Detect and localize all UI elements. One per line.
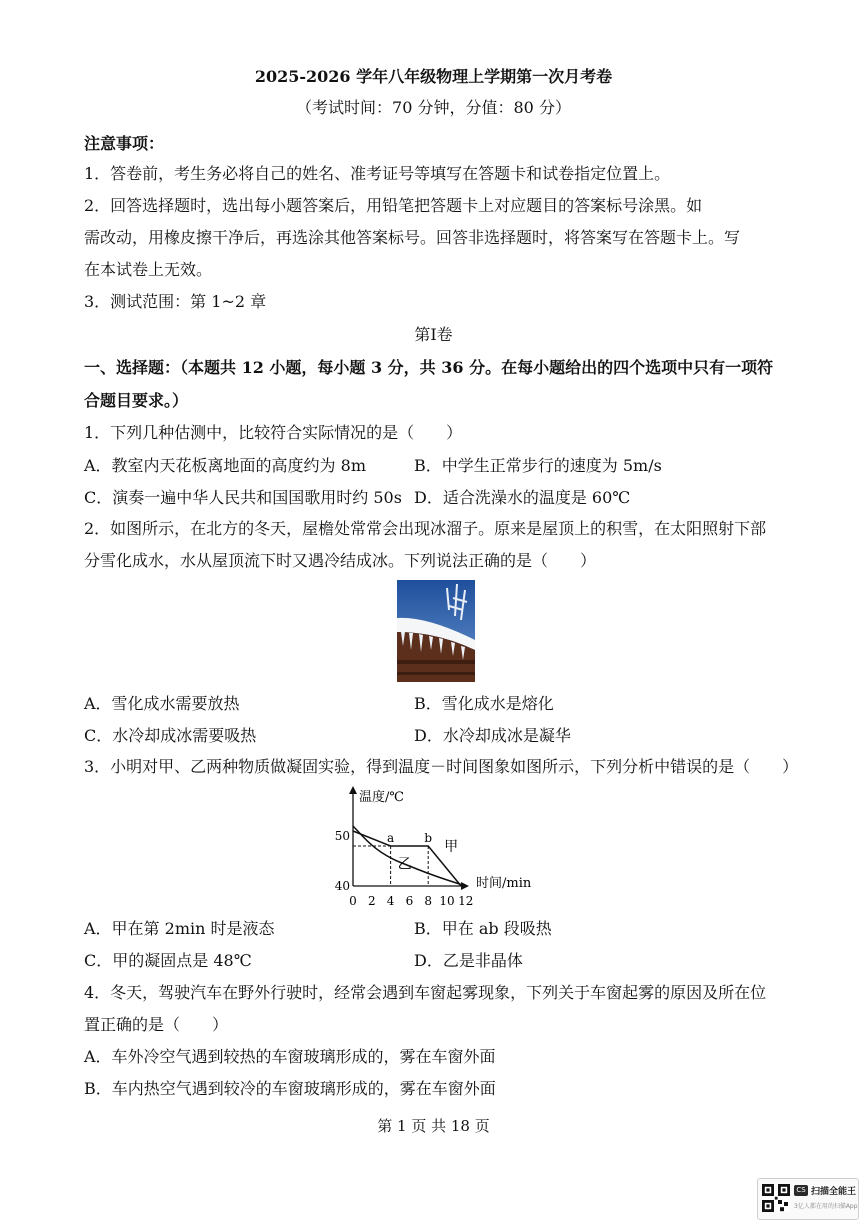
q2-option-a: A．雪化成水需要放热 xyxy=(84,694,240,713)
series-label-jia: 甲 xyxy=(444,839,459,855)
q3-stem: 3．小明对甲、乙两种物质做凝固实验，得到温度－时间图象如图所示，下列分析中错误的是（ ） xyxy=(84,757,799,776)
x-tick-label-0: 0 xyxy=(349,894,357,908)
section-1-heading-line-2: 合题目要求。） xyxy=(84,391,189,410)
q1-option-c: C．演奏一遍中华人民共和国国歌用时约 50s xyxy=(84,488,402,507)
notice-heading: 注意事项： xyxy=(84,134,165,153)
q1-option-a: A．教室内天花板离地面的高度约为 8m xyxy=(84,456,366,475)
q4-stem-line-2: 置正确的是（ ） xyxy=(84,1015,229,1034)
exam-title: 2025-2026 学年八年级物理上学期第一次月考卷 xyxy=(254,67,613,86)
q4-option-b: B．车内热空气遇到较冷的车窗玻璃形成的，雾在车窗外面 xyxy=(84,1079,496,1098)
exam-subtitle: （考试时间：70 分钟，分值：80 分） xyxy=(296,98,571,117)
q4-option-a: A．车外冷空气遇到较热的车窗玻璃形成的，雾在车窗外面 xyxy=(84,1047,496,1066)
notice-item-2-line-1: 2．回答选择题时，选出每小题答案后，用铅笔把答题卡上对应题目的答案标号涂黑。如 xyxy=(84,196,703,215)
q2-option-c: C．水冷却成冰需要吸热 xyxy=(84,726,257,745)
series-label-yi: 乙 xyxy=(397,856,412,873)
x-tick-label-4: 8 xyxy=(424,894,433,908)
volume-label: 第Ⅰ卷 xyxy=(414,325,453,344)
q1-option-d: D．适合洗澡水的温度是 60℃ xyxy=(414,488,631,507)
y-tick-label-1: 40 xyxy=(334,879,350,893)
q2-stem-line-2: 分雪化成水，水从屋顶流下时又遇冷结成冰。下列说法正确的是（ ） xyxy=(84,551,597,570)
temperature-time-chart xyxy=(325,786,540,914)
q2-stem-line-1: 2．如图所示，在北方的冬天，屋檐处常常会出现冰溜子。原来是屋顶上的积雪，在太阳照射下部 xyxy=(84,519,767,538)
q2-option-d: D．水冷却成冰是凝华 xyxy=(414,726,571,745)
point-label-a: a xyxy=(387,831,395,845)
x-axis-label: 时间/min xyxy=(476,876,532,891)
scanner-tagline: 3亿人都在用的扫描App xyxy=(794,1203,858,1210)
section-1-heading-line-1: 一、选择题：（本题共 12 小题，每小题 3 分，共 36 分。在每小题给出的四个选项中只有一项符 xyxy=(84,358,774,377)
scanner-badge xyxy=(757,1178,859,1220)
point-label-b: b xyxy=(424,831,433,845)
notice-item-2-line-3: 在本试卷上无效。 xyxy=(84,260,213,279)
q3-option-c: C．甲的凝固点是 48℃ xyxy=(84,951,252,970)
q3-option-b: B．甲在 ab 段吸热 xyxy=(414,919,552,938)
x-tick-label-5: 10 xyxy=(439,894,455,908)
icicle-photo xyxy=(397,580,475,682)
y-axis-label: 温度/℃ xyxy=(359,790,404,805)
qr-code-icon xyxy=(762,1184,790,1212)
scanner-logo-icon: CS xyxy=(794,1185,808,1196)
chart-svg xyxy=(325,786,540,914)
notice-item-2-line-2: 需改动，用橡皮擦干净后，再选涂其他答案标号。回答非选择题时，将答案写在答题卡上。写 xyxy=(84,228,741,247)
notice-item-1: 1．答卷前，考生务必将自己的姓名、准考证号等填写在答题卡和试卷指定位置上。 xyxy=(84,164,671,183)
y-tick-label-0: 50 xyxy=(334,829,350,843)
y-axis-arrow xyxy=(349,786,357,794)
q1-option-b: B．中学生正常步行的速度为 5m/s xyxy=(414,456,662,475)
q3-option-a: A．甲在第 2min 时是液态 xyxy=(84,919,275,938)
x-tick-label-6: 12 xyxy=(458,894,474,908)
q2-option-b: B．雪化成水是熔化 xyxy=(414,694,554,713)
notice-item-3: 3．测试范围：第 1~2 章 xyxy=(84,292,267,311)
x-tick-label-2: 4 xyxy=(386,894,395,908)
q1-stem: 1．下列几种估测中，比较符合实际情况的是（ ） xyxy=(84,423,463,442)
x-tick-label-3: 6 xyxy=(405,894,414,908)
x-tick-label-1: 2 xyxy=(367,894,376,908)
q4-stem-line-1: 4．冬天，驾驶汽车在野外行驶时，经常会遇到车窗起雾现象，下列关于车窗起雾的原因及所在位 xyxy=(84,983,767,1002)
q3-option-d: D．乙是非晶体 xyxy=(414,951,523,970)
scanner-brand: 扫描全能王 xyxy=(811,1187,857,1197)
page-footer: 第 1 页 共 18 页 xyxy=(377,1117,490,1135)
